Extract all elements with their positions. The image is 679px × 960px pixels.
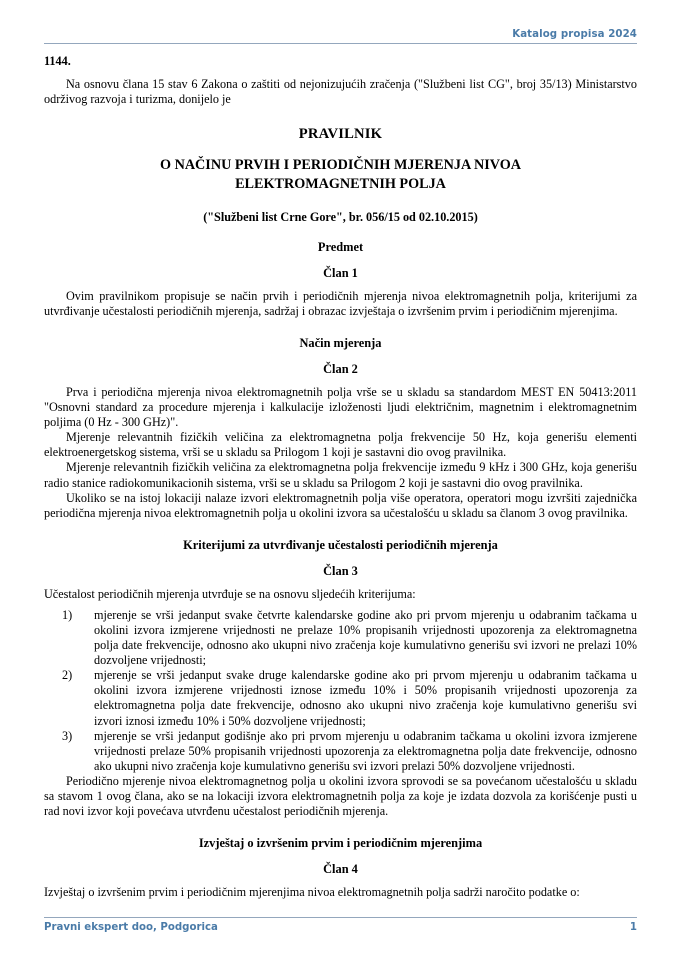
list-item [62, 729, 637, 774]
article-heading-3: Član 3 [323, 563, 358, 578]
article-heading-4: Član 4 [323, 862, 358, 877]
nacin-paragraph-3: Mjerenje relevantnih fizičkih veličina za elektromagnetna polja frekvencije između 9 kHz i 300 GHz, koja generišu radio stanice radiokomunikacionih sistema, vrši se u skladu sa Prilogom 2 koji je sastavni dio ovog pravilnika. [44, 460, 637, 490]
list-item-text: mjerenje se vrši jedanput godišnje ako pri prvom mjerenju u odabranim tačkama u okolini izvora izmjerene vrijednosti prelaze 50% propisanih vrijednosti upozorenja za elektromagnetna polja date frekvencije, odnosno ako ukupni nivo zračenja koje kumulativno generišu svi izvori prelazi 50% dozvoljene vrijednosti. [94, 728, 637, 773]
predmet-paragraph-1: Ovim pravilnikom propisuje se način prvih i periodičnih mjerenja nivoa elektromagnetnih polja, kriterijumi za utvrđivanje učestalosti periodičnih mjerenja, sadržaj i obrazac izvještaja o izvršenim prvim i periodičnim mjerenjima. [44, 288, 637, 318]
section-heading-predmet: Predmet [317, 239, 364, 254]
document-body [44, 54, 637, 900]
list-item-marker: 3) [62, 728, 73, 743]
izvjestaj-intro: Izvještaj o izvršenim prvim i periodičnim mjerenjima nivoa elektromagnetnih polja sadrži naročito podatke o: [44, 885, 580, 900]
act-type-heading: PRAVILNIK [298, 125, 383, 142]
page-footer [44, 917, 637, 934]
list-item-marker: 2) [62, 668, 73, 683]
catalog-title: Katalog propisa 2024 [512, 29, 637, 40]
nacin-paragraph-4: Ukoliko se na istoj lokaciji nalaze izvori elektromagnetnih polja više operatora, operatori mogu izvršiti zajednička periodična mjerenja nivoa elektromagnetnih polja u okolini izvora sa učestalošću u skladu sa članom 3 ovog pravilnika. [44, 490, 637, 520]
nacin-paragraph-1: Prva i periodična mjerenja nivoa elektromagnetnih polja vrše se u skladu sa standardom MEST EN 50413:2011 "Osnovni standard za procedure mjerenja i kalkulacije izloženosti ljudi električnim, magnetnim i elektromagnetnim poljima (0 Hz - 300 GHz)". [44, 384, 637, 430]
section-heading-izvjestaj: Izvještaj o izvršenim prvim i periodičnim mjerenjima [198, 836, 483, 851]
article-heading-2: Član 2 [323, 361, 358, 376]
list-item [62, 668, 637, 728]
list-item-text: mjerenje se vrši jedanput svake druge kalendarske godine ako pri prvom mjerenju u odabranim tačkama u okolini izvora izmjerene vrijednosti iznose između 10% i 50% propisanih vrijednosti upozorenja za elektromagnetna polja date frekvencije, odnosno ako ukupni nivo zračenja koje kumulativno generišu svi izvori iznosi između 10% i 50% dozvoljene vrijednosti; [94, 668, 637, 728]
section-heading-kriterijumi: Kriterijumi za utvrđivanje učestalosti periodičnih mjerenja [183, 537, 498, 552]
gazette-reference: ("Službeni list Crne Gore", br. 056/15 od 02.10.2015) [203, 209, 478, 224]
kriterijumi-list [44, 608, 637, 774]
footer-page-number: 1 [629, 922, 637, 933]
page-header [44, 24, 637, 44]
kriterijumi-intro: Učestalost periodičnih mjerenja utvrđuje se na osnovu sljedećih kriterijuma: [44, 586, 416, 601]
nacin-paragraph-2: Mjerenje relevantnih fizičkih veličina za elektromagnetna polja frekvencije 50 Hz, koja generišu elementi elektroenergetskog sistema, vrši se u skladu sa Prilogom 1 koji je sastavni dio ovog pravilnika. [44, 430, 637, 460]
document-number: 1144. [44, 54, 71, 68]
kriterijumi-closing-paragraph: Periodično mjerenje nivoa elektromagnetnog polja u okolini izvora sprovodi se sa povećanom učestalošću u skladu sa stavom 1 ovog člana, ako se na lokaciji izvora elektromagnetnih polja za koje je izdata dozvola za korišćenje pusti u rad novi izvor koji povećava utvrđenu učestalost periodičnih mjerenja. [44, 773, 637, 819]
footer-publisher: Pravni ekspert doo, Podgorica [44, 922, 218, 933]
list-item [62, 608, 637, 668]
act-title-line-1: O NAČINU PRVIH I PERIODIČNIH MJERENJA NIVOA [159, 156, 522, 173]
section-heading-nacin-mjerenja: Način mjerenja [299, 335, 382, 350]
article-heading-1: Član 1 [323, 265, 358, 280]
preamble-paragraph: Na osnovu člana 15 stav 6 Zakona o zaštiti od nejonizujućih zračenja ("Službeni list CG", broj 35/13) Ministarstvo održivog razvoja i turizma, donijelo je [44, 76, 637, 106]
act-title-line-2: ELEKTROMAGNETNIH POLJA [235, 176, 446, 193]
list-item-marker: 1) [62, 607, 73, 622]
list-item-text: mjerenje se vrši jedanput svake četvrte kalendarske godine ako pri prvom mjerenju u odabranim tačkama u okolini izvora izmjerene vrijednosti ne prelaze 10% propisanih vrijednosti upozorenja za elektromagnetna polja date frekvencije, odnosno ako ukupni nivo zračenja koje kumulativno generišu svi izvori ne prelazi 10% dozvoljene vrijednosti; [94, 607, 637, 668]
